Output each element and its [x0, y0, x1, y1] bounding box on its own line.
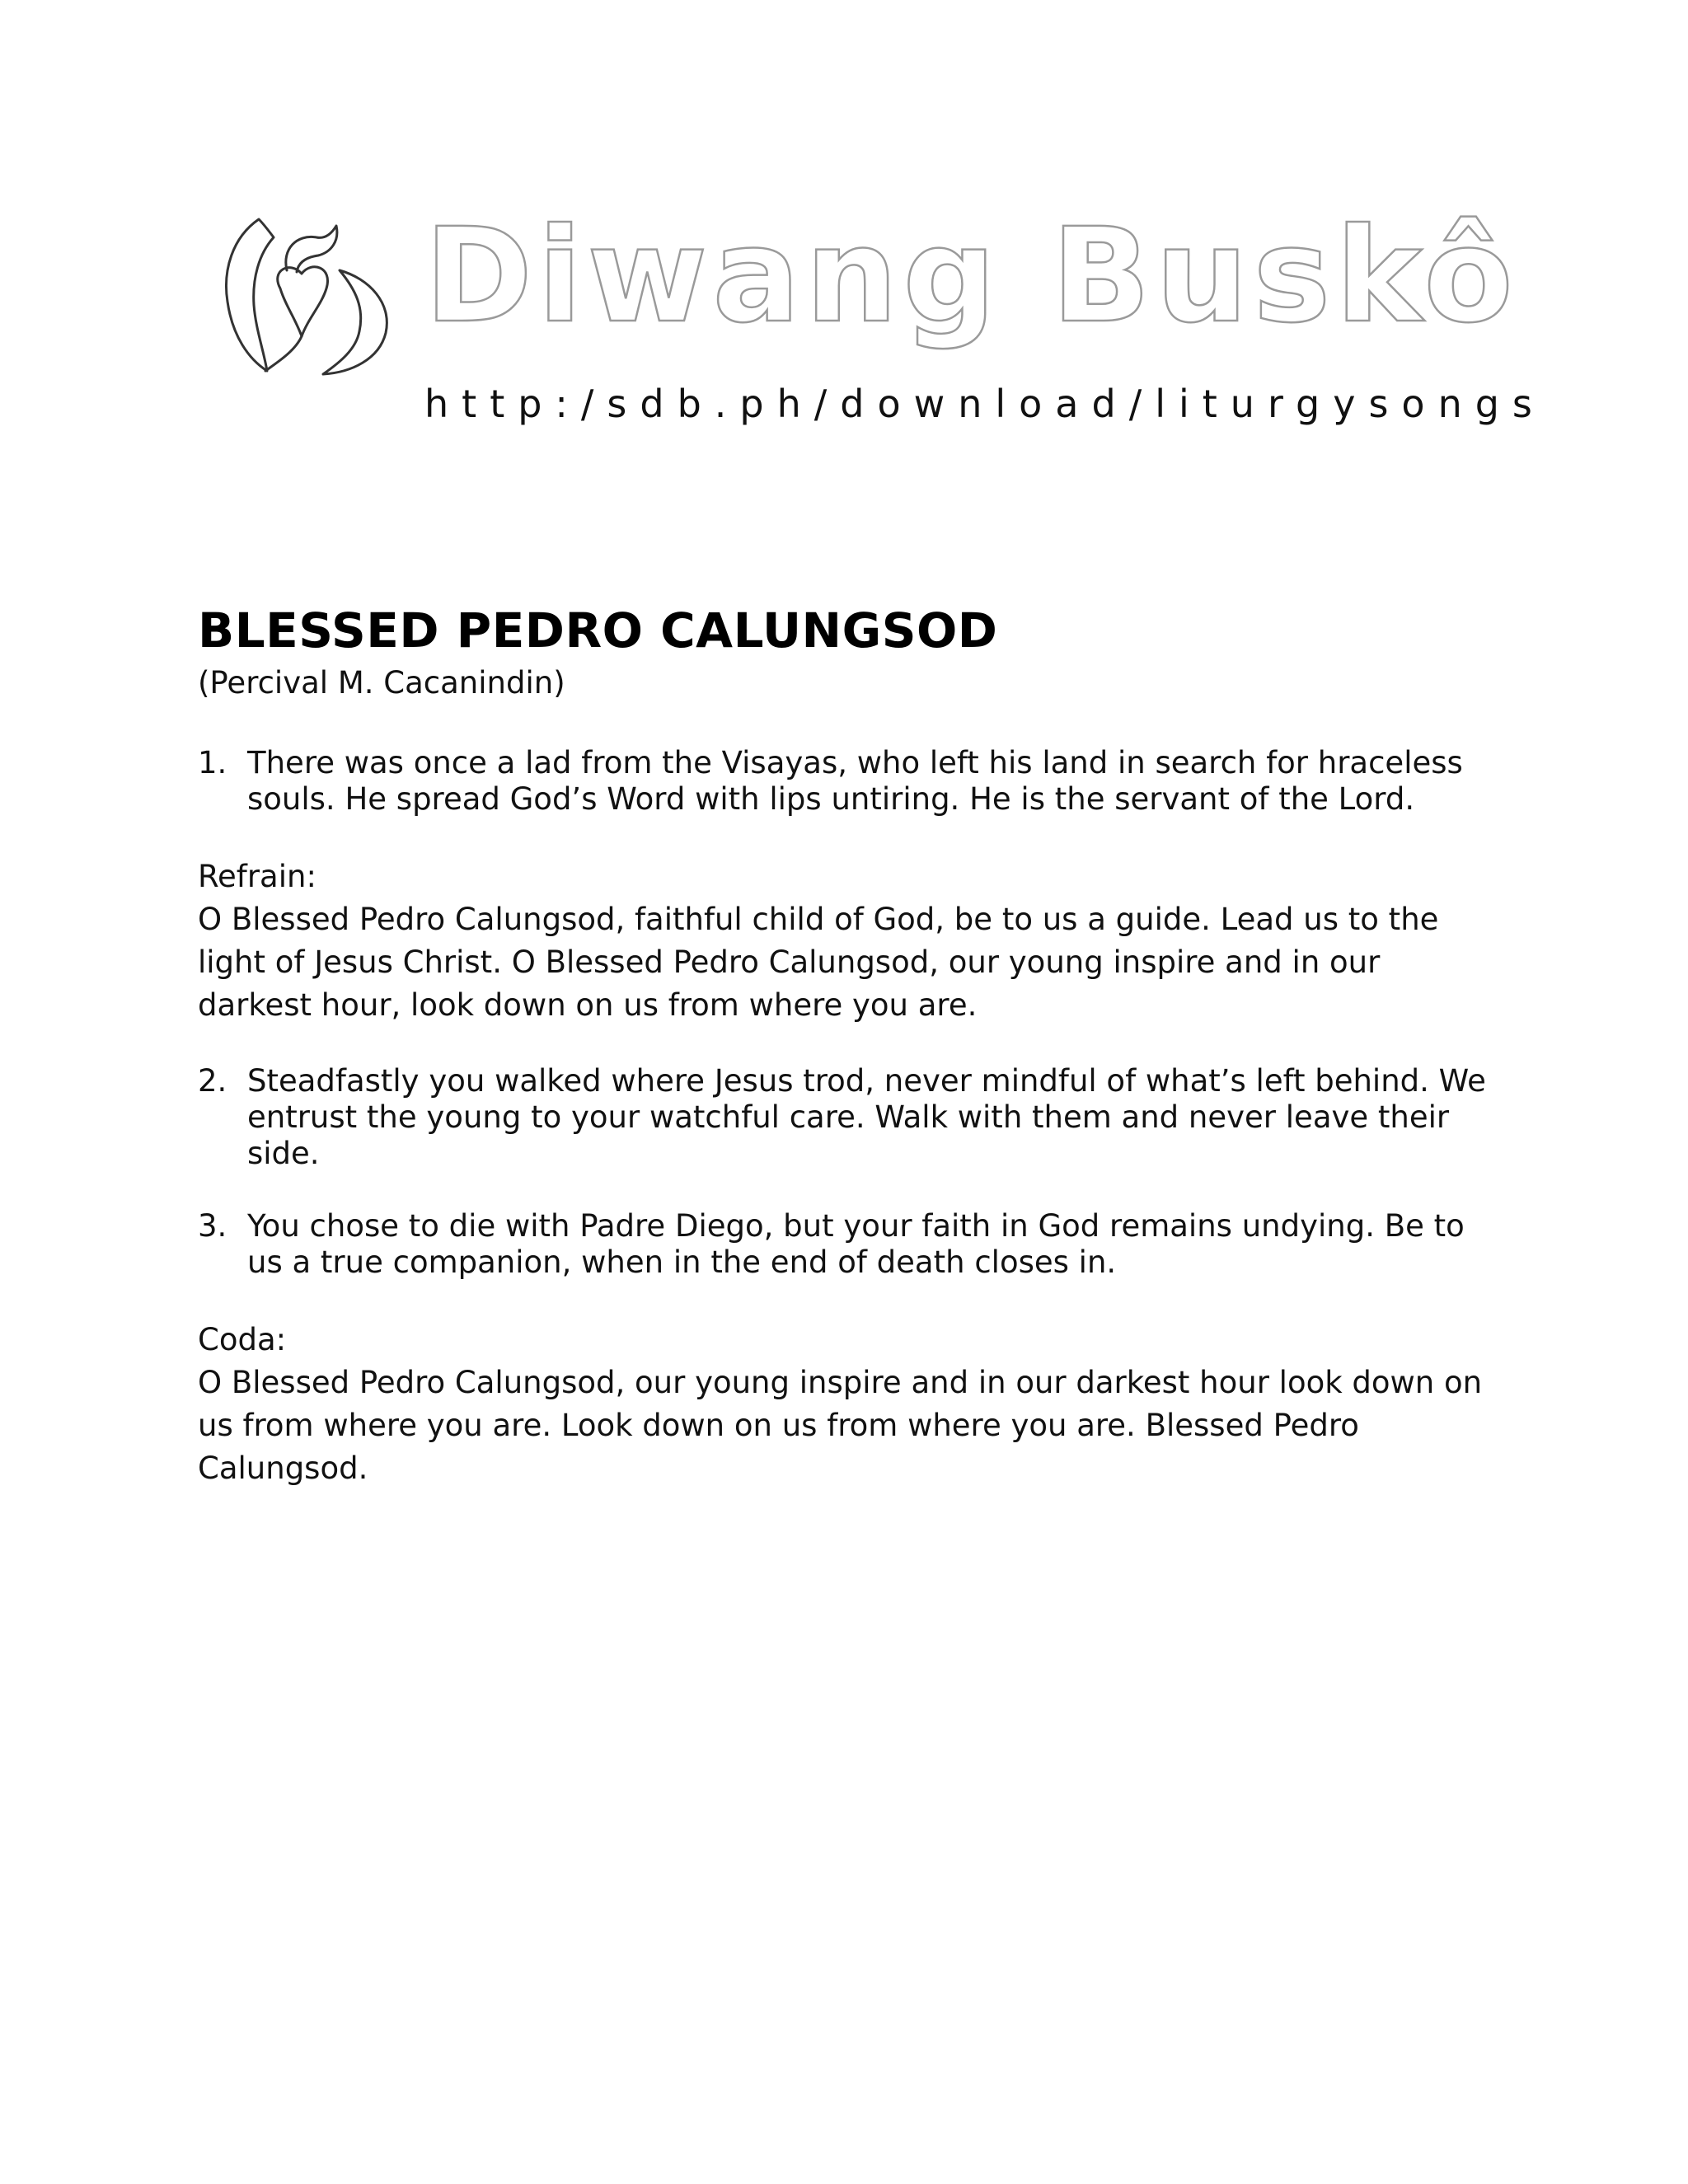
- verse-2: [198, 1063, 1500, 1172]
- brand-name: Diwang Buskô: [424, 200, 1518, 352]
- refrain-block: [198, 855, 1500, 1027]
- verse-number: 2.: [198, 1063, 227, 1099]
- verse-1-block: [198, 745, 1500, 818]
- verse-text: Steadfastly you walked where Jesus trod, never mindful of what’s left behind. We entrust the young to your watchful care. Walk with them and never leave their side.: [247, 1063, 1486, 1171]
- verse-1: [198, 745, 1500, 818]
- heart-s-logo-icon: [216, 213, 397, 377]
- verse-text: You chose to die with Padre Diego, but your faith in God remains undying. Be to us a true companion, when in the end of death closes in.: [247, 1208, 1465, 1280]
- download-url: http:/sdb.ph/download/liturgysongs: [424, 382, 1545, 426]
- coda-text: O Blessed Pedro Calungsod, our young inspire and in our darkest hour look down on us from where you are. Look down on us from where you are. Blessed Pedro Calungsod.: [198, 1365, 1483, 1486]
- coda-label: Coda:: [198, 1322, 287, 1357]
- page-header: [0, 0, 1688, 462]
- song-lyrics: [198, 602, 1500, 1490]
- refrain-label: Refrain:: [198, 859, 316, 894]
- verse-text: There was once a lad from the Visayas, who left his land in search for hraceless souls. He spread God’s Word with lips untiring. He is the servant of the Lord.: [247, 745, 1463, 817]
- song-title: BLESSED PEDRO CALUNGSOD: [198, 602, 998, 658]
- verse-3: [198, 1208, 1500, 1281]
- verse-number: 1.: [198, 745, 227, 780]
- composer-credit: (Percival M. Cacanindin): [198, 665, 565, 701]
- coda-block: [198, 1319, 1500, 1490]
- verse-number: 3.: [198, 1208, 227, 1244]
- refrain-text: O Blessed Pedro Calungsod, faithful child of God, be to us a guide. Lead us to the light of Jesus Christ. O Blessed Pedro Calungsod, our young inspire and in our darkest hour, look down on us from where you are.: [198, 902, 1439, 1023]
